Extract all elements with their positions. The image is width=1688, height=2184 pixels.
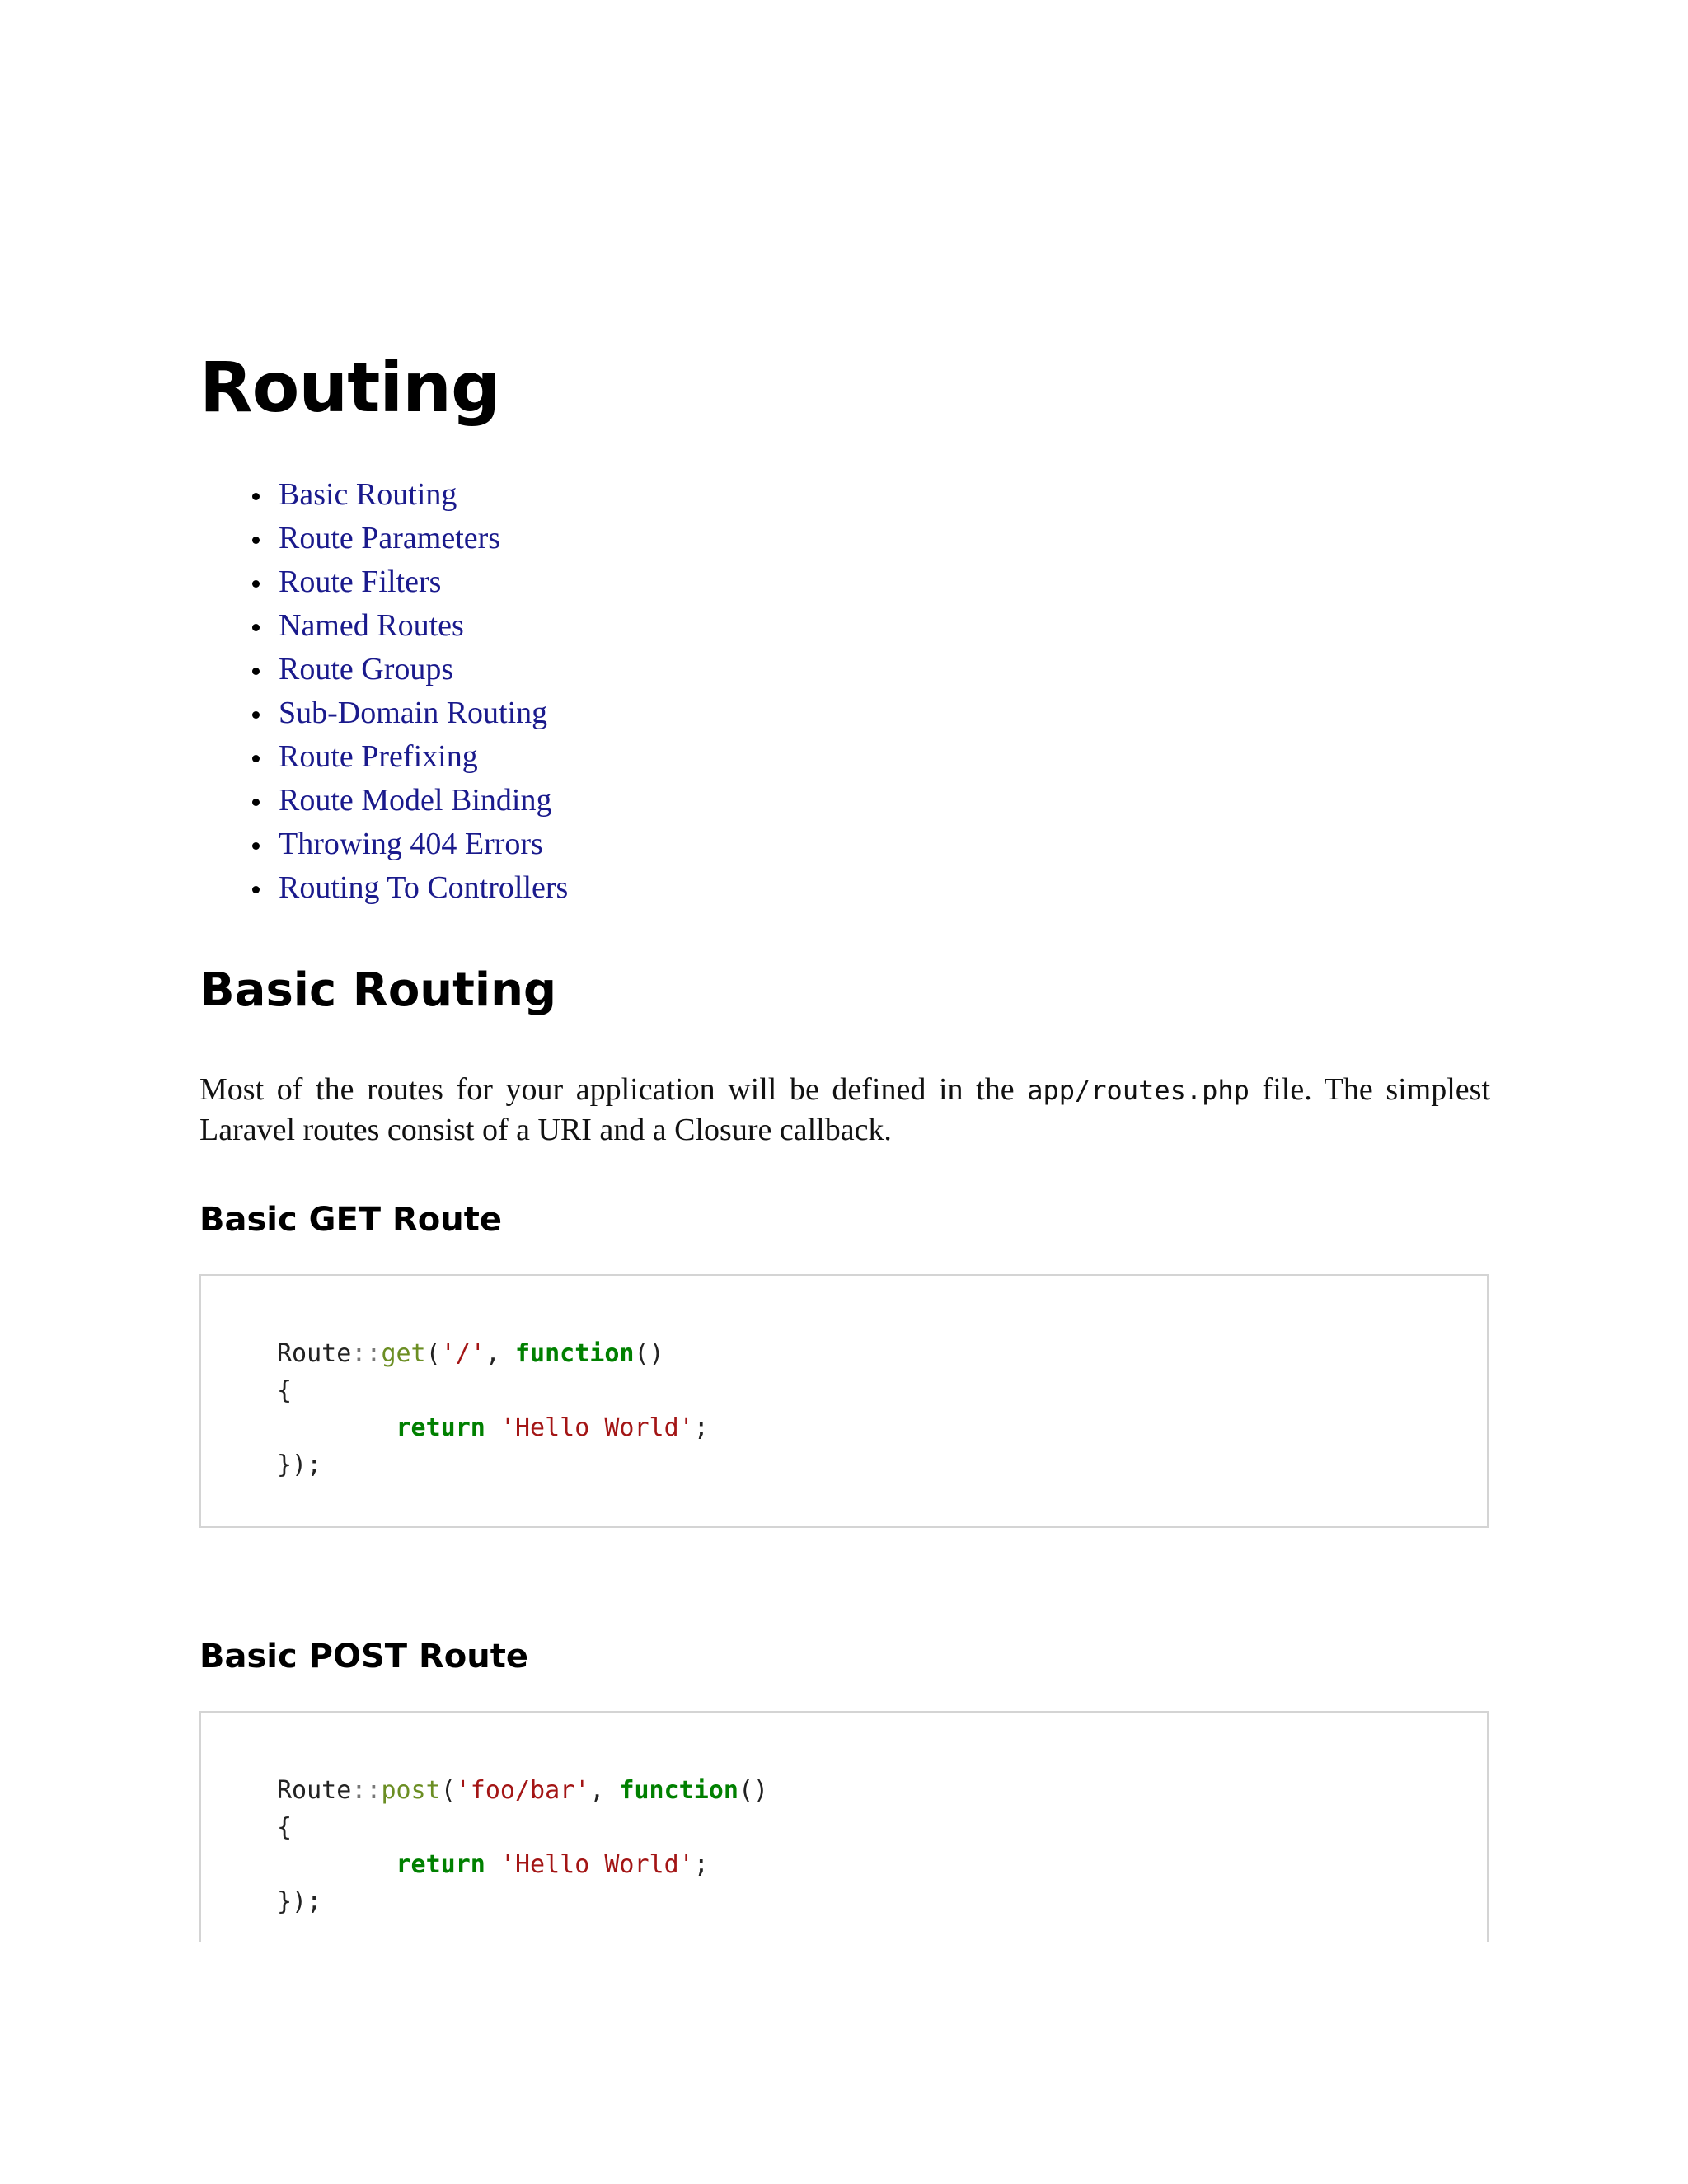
inline-code-routes-file: app/routes.php [1027, 1075, 1250, 1106]
subheading-basic-get-route: Basic GET Route [199, 1201, 503, 1239]
toc-item [279, 473, 568, 517]
toc-link-basic-routing[interactable]: Basic Routing [279, 477, 457, 512]
toc-link-sub-domain-routing[interactable]: Sub-Domain Routing [279, 696, 548, 730]
toc-item [279, 735, 568, 779]
toc-link-route-prefixing[interactable]: Route Prefixing [279, 739, 478, 774]
toc-item [279, 691, 568, 735]
code-post: Route::post('foo/bar', function() { return 'Hello World'; }); [277, 1776, 769, 1916]
toc-link-named-routes[interactable]: Named Routes [279, 608, 464, 643]
toc-item [279, 604, 568, 648]
table-of-contents [199, 473, 568, 910]
section-heading-basic-routing: Basic Routing [199, 963, 557, 1017]
subheading-basic-post-route: Basic POST Route [199, 1638, 528, 1675]
toc-link-route-model-binding[interactable]: Route Model Binding [279, 783, 552, 818]
toc-item [279, 866, 568, 910]
toc-link-routing-to-controllers[interactable]: Routing To Controllers [279, 870, 569, 905]
intro-text-after: file. The simplest Laravel routes consist of a URI and a Closure callback. [199, 1072, 1490, 1147]
toc-item [279, 823, 568, 866]
toc-item [279, 517, 568, 560]
toc-item [279, 648, 568, 691]
toc-item [279, 779, 568, 823]
intro-paragraph [199, 1070, 1490, 1150]
intro-text-before: Most of the routes for your application will be defined in the [199, 1072, 1028, 1107]
toc-link-route-filters[interactable]: Route Filters [279, 565, 442, 599]
toc-link-route-parameters[interactable]: Route Parameters [279, 521, 501, 555]
toc-link-throwing-404-errors[interactable]: Throwing 404 Errors [279, 827, 543, 861]
code-get: Route::get('/', function() { return 'Hello World'; }); [277, 1339, 709, 1479]
code-block-post [199, 1711, 1489, 1942]
page-title: Routing [199, 347, 500, 428]
toc-link-route-groups[interactable]: Route Groups [279, 652, 454, 687]
toc-item [279, 560, 568, 604]
code-block-get [199, 1274, 1489, 1528]
